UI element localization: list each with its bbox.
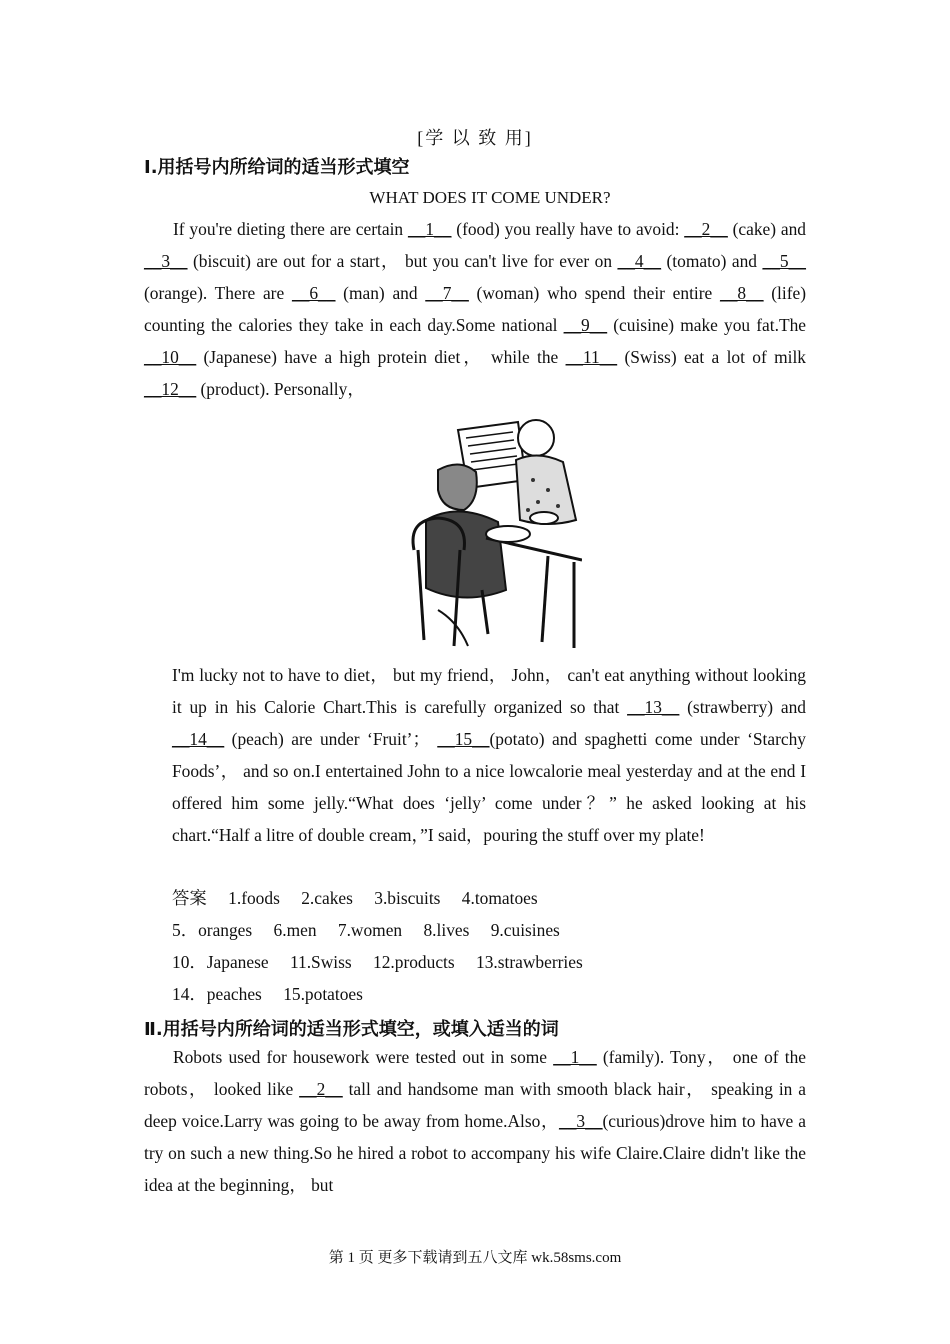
blank-12: __12__ [144,378,197,399]
passage-1-paragraph-2: I'm lucky not to have to diet， but my friend， John， can't eat anything without looking it up in his Calorie Chart.This is carefully organized so that __13__ (strawberry) and __14__ (peach) are under ‘Fruit’； __15__(potato) and spaghetti come under ‘Starchy Foods’， and so on.I entertained John to a nice lowcalorie meal yesterday and at the end I offered him some jelly.“What does ‘jelly’ come under？” he asked looking at his chart.“Half a litre of double cream，”I said，pouring the stuff over my plate! [172,665,807,845]
blank-1: __1__ [407,219,452,239]
answer-row-2: 5．oranges 6.men 7.women 8.lives 9.cuisines [172,920,560,940]
answer-label: 答案 [172,889,207,909]
blank-4: __4__ [617,250,662,271]
blank-15: __15__ [437,728,490,749]
blank-13: __13__ [627,696,680,717]
section-2-label: Ⅱ.用括号内所给词的适当形式填空，或填入适当的词 [144,1019,559,1040]
passage-title: WHAT DOES IT COME UNDER? [369,188,611,207]
blank-5: __5__ [762,250,806,271]
blank-7: __7__ [425,282,469,303]
passage-1-paragraph-1: If you're dieting there are certain __1__ (food) you really have to avoid: __2__ (cake) and __3__ (biscuit) are out for a start， but you can't live for ever on __4__ (tomato) and __5__ (orange). There are __6__ (man) and __7__ (woman) who spend their entire __8__ (life) counting the calories they take in each day.Some national __9__ (cuisine) make you fat.The __10__ (Japanese) have a high protein diet， while the __11__ (Swiss) eat a lot of milk __12__ (product). Personally， [144,219,807,399]
breakfast-cartoon-illustration [398,410,582,655]
section-heading: [学 以 致 用] [417,128,533,148]
blank-6: __6__ [291,282,336,303]
blank-2-2: __2__ [299,1078,343,1099]
section-1-label: Ⅰ.用括号内所给词的适当形式填空 [144,157,410,178]
blank-2-3: __3__ [559,1110,603,1131]
blank-3: __3__ [144,250,188,271]
blank-2: __2__ [684,219,728,239]
blank-2-1: __1__ [553,1047,597,1067]
answer-row-1: 答案 1.foods 2.cakes 3.biscuits 4.tomatoes [172,888,538,909]
blank-11: __11__ [565,346,618,367]
blank-9: __9__ [563,314,608,335]
answer-row-3: 10．Japanese 11.Swiss 12.products 13.strawberries [172,952,583,972]
page-footer: 第 1 页 更多下载请到五八文库 wk.58sms.com [328,1250,622,1266]
blank-10: __10__ [144,346,197,367]
blank-14: __14__ [172,728,225,749]
passage-2-paragraph-1: Robots used for housework were tested out in some __1__ (family). Tony， one of the robots， looked like __2__ tall and handsome man with smooth black hair， speaking in a deep voice.Larry was going to be away from home.Also，__3__(curious)drove him to have a try on such a new thing.So he hired a robot to accompany his wife Claire.Claire didn't like the idea at the beginning， but [144,1047,806,1195]
blank-8: __8__ [720,282,764,303]
answer-row-4: 14．peaches 15.potatoes [172,984,363,1004]
